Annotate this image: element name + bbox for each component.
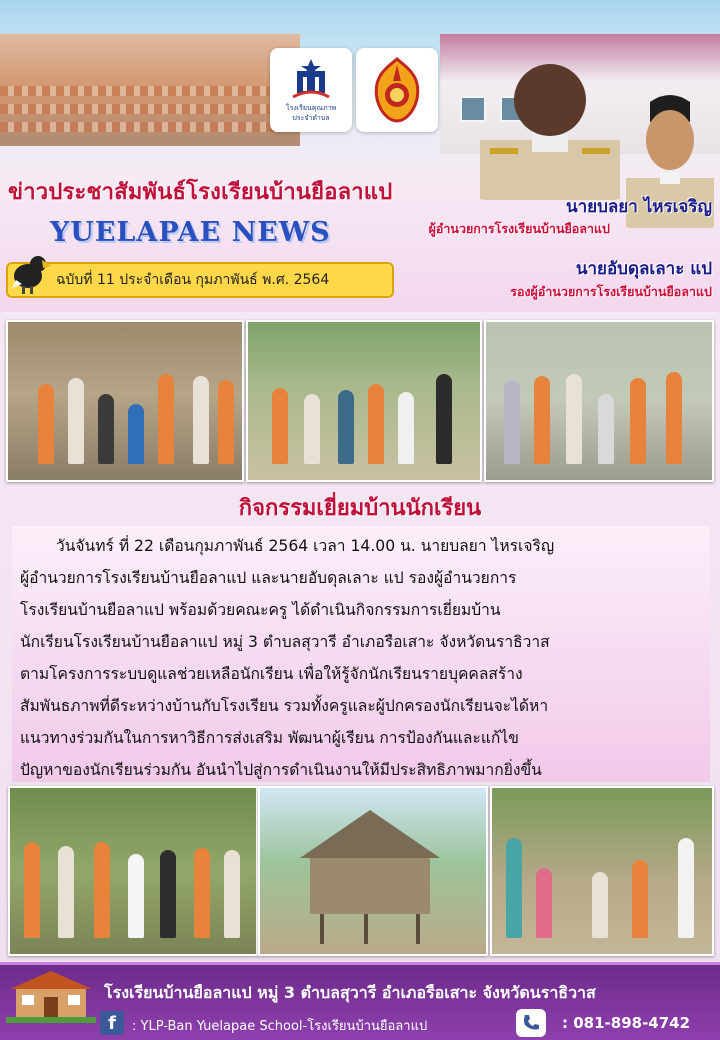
phone-number: : 081-898-4742 xyxy=(562,1014,691,1032)
director-photo xyxy=(470,40,630,200)
home-visit-photo-2 xyxy=(246,320,482,482)
issue-banner xyxy=(6,262,394,298)
home-visit-photo-3 xyxy=(484,320,714,482)
facebook-icon: f xyxy=(100,1011,124,1035)
obec-emblem xyxy=(356,48,438,132)
article-line: ตามโครงการระบบดูแลช่วยเหลือนักเรียน เพื่อให้รู้จักนักเรียนรายบุคคลสร้าง xyxy=(20,665,523,683)
director-position: ผู้อำนวยการโรงเรียนบ้านยือลาแป xyxy=(428,221,610,236)
article-body xyxy=(12,526,710,782)
home-visit-photo-4 xyxy=(8,786,258,956)
newsletter-footer xyxy=(0,962,720,1040)
quality-school-logo xyxy=(270,48,352,132)
article-line: วันจันทร์ ที่ 22 เดือนกุมภาพันธ์ 2564 เวลา 14.00 น. นายบลยา ไหรเจริญ xyxy=(56,537,555,555)
home-visit-photo-5 xyxy=(490,786,714,956)
article-title: กิจกรรมเยี่ยมบ้านนักเรียน xyxy=(238,496,482,521)
phone-icon xyxy=(516,1009,546,1037)
article-line: โรงเรียนบ้านยือลาแป พร้อมด้วยคณะครู ได้ดำเนินกิจกรรมการเยี่ยมบ้าน xyxy=(20,601,501,619)
article-line: ปัญหาของนักเรียนร่วมกัน อันนำไปสู่การดำเนินงานให้มีประสิทธิภาพมากยิ่งขึ้น xyxy=(20,761,542,779)
student-assembly-photo xyxy=(0,34,300,146)
hornbill-mascot-icon xyxy=(10,250,52,294)
facebook-page-text: : YLP-Ban Yuelapae School-โรงเรียนบ้านยือลาแป xyxy=(132,1019,428,1034)
article-line: สัมพันธภาพที่ดีระหว่างบ้านกับโรงเรียน รวมทั้งครูและผู้ปกครองนักเรียนจะได้หา xyxy=(20,697,549,715)
school-building-icon xyxy=(6,967,96,1023)
newsletter-header xyxy=(0,0,720,312)
school-address: โรงเรียนบ้านยือลาแป หมู่ 3 ตำบลสุวารี อำเภอรือเสาะ จังหวัดนราธิวาส xyxy=(104,983,596,1002)
deputy-director-position: รองผู้อำนวยการโรงเรียนบ้านยือลาแป xyxy=(510,284,712,299)
logo-caption-1: โรงเรียนคุณภาพ xyxy=(285,104,337,113)
newsletter-title-english: YUELAPAE NEWS xyxy=(50,217,331,248)
article-line: แนวทางร่วมกันในการหาวิธีการส่งเสริม พัฒนาผู้เรียน การป้องกันและแก้ไข xyxy=(20,729,519,747)
article-line: นักเรียนโรงเรียนบ้านยือลาแป หมู่ 3 ตำบลสุวารี อำเภอรือเสาะ จังหวัดนราธิวาส xyxy=(20,633,550,651)
deputy-director-name: นายอับดุลเลาะ แป xyxy=(575,259,712,279)
newsletter-title-thai: ข่าวประชาสัมพันธ์โรงเรียนบ้านยือลาแป xyxy=(8,180,393,205)
issue-text: ฉบับที่ 11 ประจำเดือน กุมภาพันธ์ พ.ศ. 2564 xyxy=(56,272,330,288)
logo-caption-2: ประจำตำบล xyxy=(292,114,330,122)
student-house-photo xyxy=(258,786,488,956)
director-name: นายบลยา ไหรเจริญ xyxy=(565,197,712,217)
article-line: ผู้อำนวยการโรงเรียนบ้านยือลาแป และนายอับดุลเลาะ แป รองผู้อำนวยการ xyxy=(20,569,517,587)
home-visit-photo-1 xyxy=(6,320,244,482)
